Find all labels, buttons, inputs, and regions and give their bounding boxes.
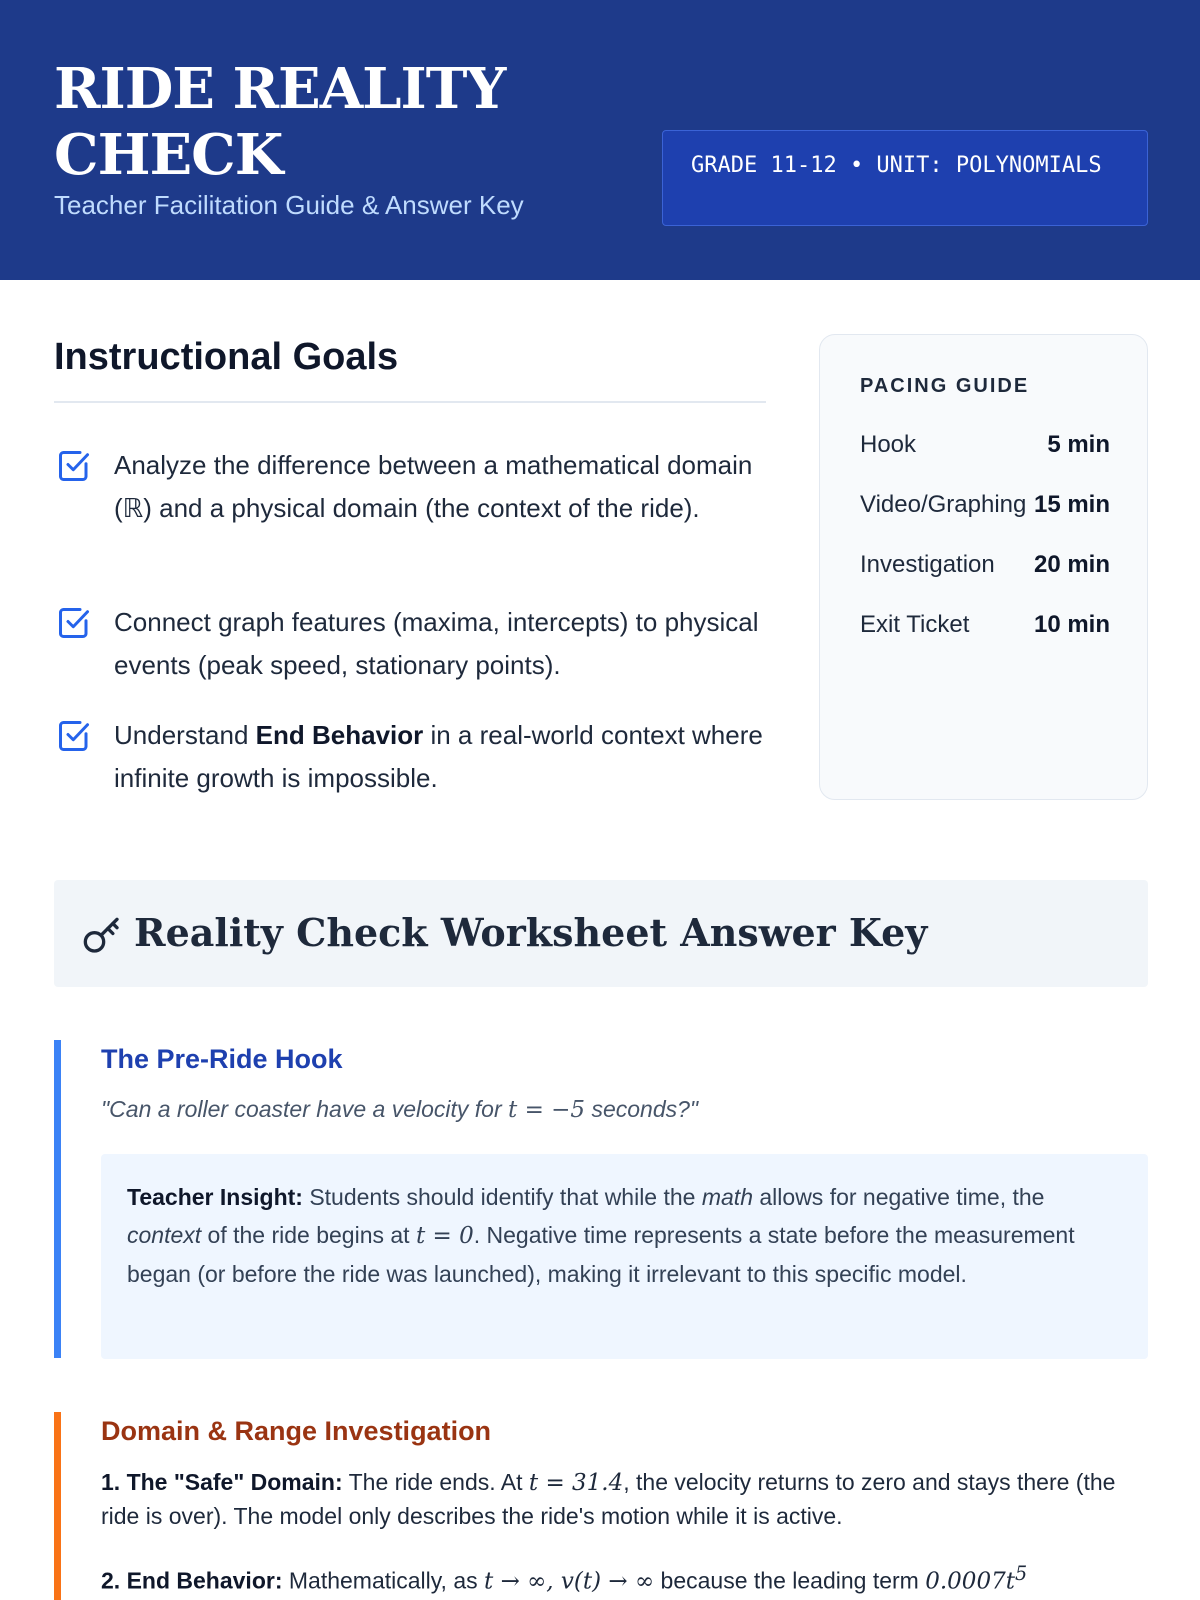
page-header: [0, 0, 1200, 280]
pacing-time: 10 min: [1033, 611, 1110, 638]
insight-label: Teacher Insight:: [127, 1184, 303, 1210]
checkbox-icon: [56, 605, 92, 641]
pacing-row: [860, 431, 1110, 463]
goal-text: Understand End Behavior in a real-world context where infinite growth is impossible.: [114, 720, 763, 793]
answer-key-banner: [54, 880, 1148, 987]
math-expression: 0.0007t: [925, 1568, 1015, 1595]
goals-heading: Instructional Goals: [54, 336, 399, 378]
answer-key-title: Reality Check Worksheet Answer Key: [134, 910, 928, 955]
goal-item: [54, 444, 766, 574]
domain-title: Domain & Range Investigation: [101, 1416, 492, 1446]
key-icon: [82, 916, 122, 956]
pacing-guide-card: [819, 334, 1148, 800]
pacing-row: [860, 611, 1110, 643]
answer-label: 2. End Behavior:: [101, 1567, 283, 1594]
answer-label: 1. The "Safe" Domain:: [101, 1469, 343, 1495]
domain-accent-bar: [54, 1412, 61, 1600]
pacing-label: Hook: [860, 431, 917, 458]
math-expression: t = −5: [508, 1097, 586, 1123]
hook-question: "Can a roller coaster have a velocity for t = −5 seconds?": [101, 1096, 699, 1123]
pacing-label: Investigation: [860, 551, 995, 578]
pacing-row: [860, 491, 1110, 523]
goal-text: Analyze the difference between a mathematical domain (ℝ) and a physical domain (the context of the ride).: [114, 450, 753, 523]
goal-item: [54, 601, 766, 691]
domain-answer-1: 1. The "Safe" Domain: The ride ends. At t = 31.4, the velocity returns to zero and stays there (the ride is over). The model only describes the ride's motion while it is active.: [101, 1469, 1116, 1529]
pacing-row: [860, 551, 1110, 583]
page-title: RIDE REALITY CHECK: [54, 56, 506, 188]
checkbox-icon: [56, 448, 92, 484]
pacing-time: 15 min: [1033, 491, 1110, 518]
pacing-time: 5 min: [1047, 431, 1110, 458]
goal-text: Connect graph features (maxima, intercepts) to physical events (peak speed, stationary points).: [114, 607, 759, 680]
hook-title: The Pre-Ride Hook: [101, 1044, 343, 1074]
page-subtitle: Teacher Facilitation Guide & Answer Key: [54, 190, 524, 220]
goal-item: [54, 714, 766, 804]
grade-unit-badge: GRADE 11-12 • UNIT: POLYNOMIALS: [662, 130, 1148, 226]
math-expression: t = 31.4: [528, 1470, 624, 1496]
domain-answer-2: 2. End Behavior: Mathematically, as t → ∞, v(t) → ∞ because the leading term $0.0007t^5$: [101, 1562, 1028, 1595]
hook-accent-bar: [54, 1040, 61, 1358]
pacing-label: Video/Graphing: [860, 491, 1027, 518]
pacing-heading: PACING GUIDE: [860, 375, 1030, 397]
math-expression: t → ∞, v(t) → ∞: [484, 1568, 655, 1595]
math-expression: t = 0: [415, 1223, 474, 1249]
teacher-insight-box: Teacher Insight: Students should identify that while the math allows for negative time, the context of the ride begins at t = 0. Negative time represents a state before the measurement began (or before the ride was launched), making it irrelevant to this specific model.: [101, 1154, 1148, 1359]
pacing-time: 20 min: [1033, 551, 1110, 578]
goals-divider: [54, 401, 766, 403]
emphasis: End Behavior: [255, 720, 424, 750]
checkbox-icon: [56, 718, 92, 754]
pacing-label: Exit Ticket: [860, 611, 970, 638]
